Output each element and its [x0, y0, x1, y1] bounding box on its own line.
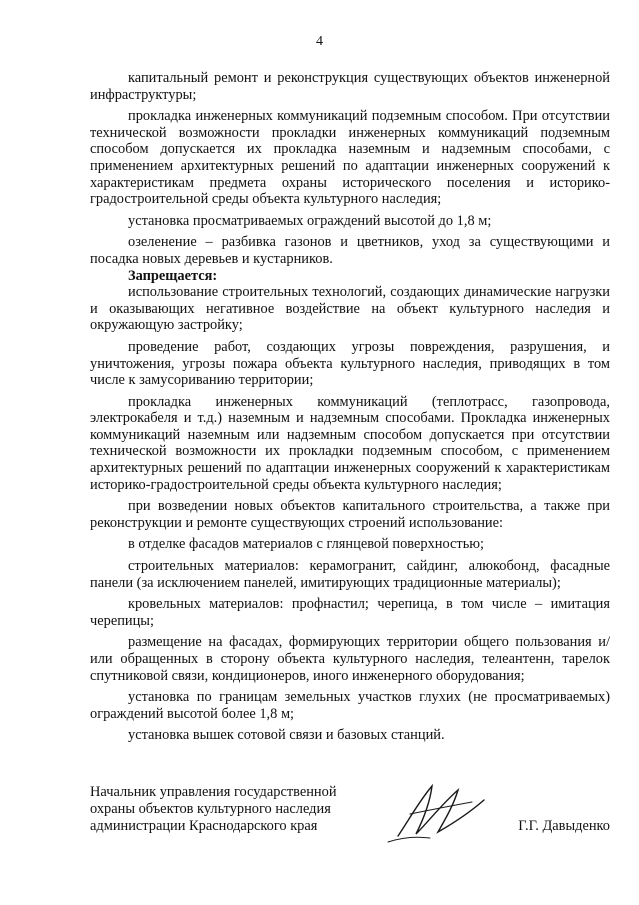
paragraph-4: озеленение – разбивка газонов и цветников, уход за существующими и посадка новых деревьев и кустарников.: [90, 234, 610, 267]
paragraph-1: капитальный ремонт и реконструкция существующих объектов инженерной инфраструктуры;: [90, 70, 610, 103]
paragraph-6: использование строительных технологий, создающих динамические нагрузки и оказывающих негативное воздействие на объект культурного наследия и окружающую застройку;: [90, 284, 610, 334]
position-line-1: Начальник управления государственной: [90, 784, 337, 800]
page-number: 4: [316, 34, 323, 49]
paragraph-9: при возведении новых объектов капитального строительства, а также при реконструкции и ремонте существующих строений использование:: [90, 498, 610, 531]
paragraph-8: прокладка инженерных коммуникаций (теплотрасс, газопровода, электрокабеля и т.д.) наземным и надземным способами. Прокладка инженерных коммуникаций наземным или надземным способом допускается при отсутствии технической возможности их прокладки подземным способом, с применением архитектурных решений по адаптации инженерных сооружений к характеристикам историко-градостроительной среды объекта культурного наследия;: [90, 393, 610, 493]
signature-block: [90, 784, 620, 844]
paragraph-15: установка вышек сотовой связи и базовых станций.: [128, 727, 445, 744]
paragraph-7: проведение работ, создающих угрозы повреждения, разрушения, и уничтожения, угрозы пожара объекта культурного наследия, приводящих в том числе к замусориванию территории;: [90, 338, 610, 389]
position-line-2: охраны объектов культурного наследия: [90, 801, 331, 817]
handwritten-signature: [380, 778, 490, 848]
document-body: [90, 70, 610, 744]
position-line-3: администрации Краснодарского края: [90, 818, 318, 834]
paragraph-3: установка просматриваемых ограждений высотой до 1,8 м;: [128, 212, 492, 229]
paragraph-2: прокладка инженерных коммуникаций подземным способом. При отсутствии технической возможности прокладки инженерных коммуникаций подземным способом допускается их прокладка наземным и надземным способами, с применением архитектурных решений по адаптации инженерных сооружений к характеристикам предмета охраны исторического поселения и историко-градостроительной среды объекта культурного наследия;: [90, 108, 610, 208]
paragraph-11: строительных материалов: керамогранит, сайдинг, алюкобонд, фасадные панели (за исключением панелей, имитирующих традиционные материалы);: [90, 558, 610, 591]
prohibited-heading: Запрещается:: [128, 267, 218, 284]
paragraph-12: кровельных материалов: профнастил; черепица, в том числе – имитация черепицы;: [90, 596, 610, 629]
signatory-name: Г.Г. Давыденко: [518, 818, 610, 834]
signatory-position: [90, 784, 337, 835]
paragraph-13: размещение на фасадах, формирующих территории общего пользования и/или обращенных в сторону объекта культурного наследия, телеантенн, тарелок спутниковой связи, кондиционеров, иного инженерного оборудования;: [90, 634, 610, 684]
paragraph-14: установка по границам земельных участков глухих (не просматриваемых) ограждений высотой более 1,8 м;: [90, 689, 610, 722]
paragraph-10: в отделке фасадов материалов с глянцевой поверхностью;: [128, 536, 485, 553]
